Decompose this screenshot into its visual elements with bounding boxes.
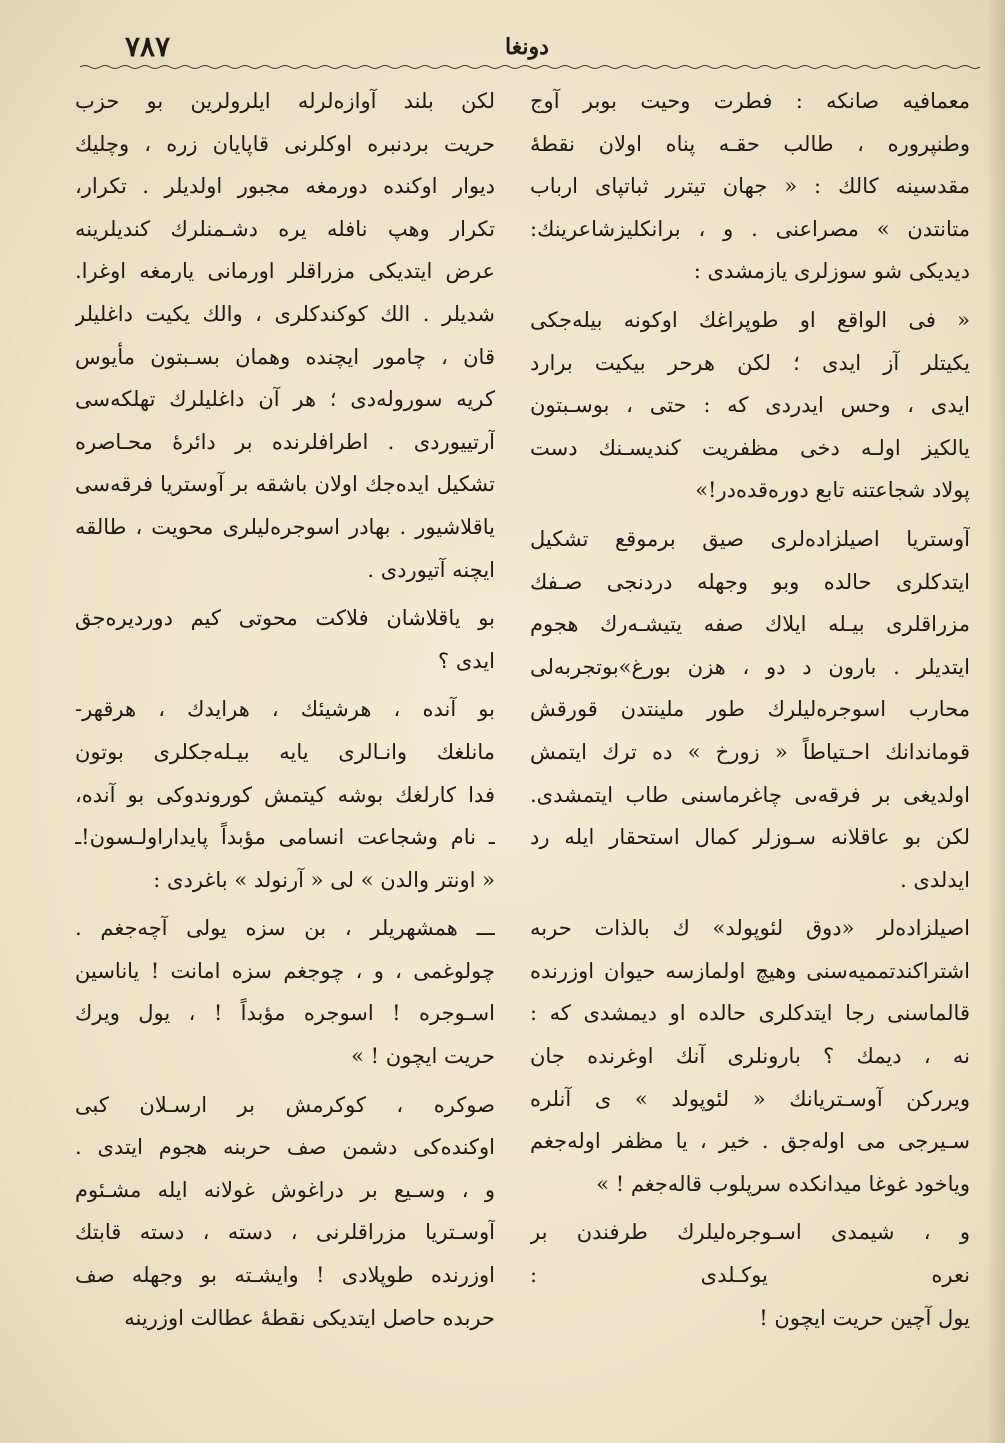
- text-line: و ، وسـيع بر دراغوش غولانه ايله مشـئوم: [75, 1177, 495, 1202]
- text-line: سـيرجى مى اوله‌جق . خير ، يا مظفر اوله‌جغم: [530, 1129, 970, 1154]
- text-line: اصيلزاده‌لر «دوق لئوپولد» ك بالذات حربه: [530, 916, 970, 941]
- running-title: دونغا: [505, 34, 549, 60]
- text-line: اوزرنده طوپلادى ! وايشـته بو وجهله صف: [75, 1263, 495, 1288]
- binding-shadow: [987, 0, 1005, 1443]
- text-line: و ، شيمدى اسـوجره‌ليلرك طرفندن بر: [530, 1220, 970, 1245]
- text-line: چولوغمى ، و ، چوجغم سزه امانت ! ياناسين: [75, 958, 495, 983]
- text-line: ياقلاشيور . بهادر اسوجره‌ليلرى محويت ، طالقه: [75, 514, 495, 539]
- text-line: تشكيل ايده‌جك اولان باشقه بر آوستريا فرقه‌سى: [75, 472, 495, 497]
- text-line: آرتييوردى . اطرافلرنده بر دائرهٔ محـاصره: [75, 429, 495, 454]
- text-line: مقدسينه كالك : « جهان تيترر ثباتپاى ارباب: [530, 174, 970, 199]
- text-line: عرض ايتديكى مزراقلر اورمانى يارمغه اوغرا.: [75, 259, 495, 284]
- text-line: ايچنه آتيوردى .: [367, 557, 495, 582]
- text-line: بو ياقلاشان فلاكت محوتى كيم دوردیره‌جق: [75, 606, 495, 631]
- text-line: اسـوجره ! اسوجره مؤبداً ! ، يول ويرك: [75, 1001, 495, 1026]
- text-line: ديديكى شو سوزلرى يازمشدى :: [693, 259, 970, 284]
- page-header: [95, 28, 965, 64]
- text-line: پولاد شجاعتنه تابع دوره‌قده‌در!»: [695, 478, 970, 503]
- left-column: [75, 80, 495, 1339]
- text-line: مزراقلرى بيـله ايلاك صفه يتيشـه‌رك هجوم: [530, 612, 970, 637]
- text-line: نه ، ديمك ؟ بارونلرى آنك اوغرنده جان: [530, 1044, 970, 1069]
- text-line: معمافيه صانكه : فطرت وحيت بوبر آوج: [530, 89, 970, 113]
- text-line: اوكنده‌كى دشمن صف حربنه هجوم ايتدى .: [75, 1135, 495, 1160]
- text-line: بو آنده ، هرشيئك ، هرايدك ، هرقهر-: [75, 697, 495, 722]
- text-line: آوسـتريا مزراقلرنى ، دسته ، دسته قابتك: [75, 1220, 495, 1245]
- text-line: محارب اسوجره‌ليلرك طور ملينتدن قورقش: [530, 697, 970, 722]
- text-line: مانلغك وانـالرى يايه بيـله‌جكلرى بوتون: [75, 739, 495, 764]
- text-line: اولديغى بر فرقه‌ىى چاغرماسنى طاب ايتمشدى.: [530, 782, 970, 807]
- text-line: قان ، چامور ايچنده وهمان بسـبتون مأيوس: [75, 344, 495, 369]
- text-line: تكرار وهپ نافله يره دشـمنلرك كنديلرينه: [75, 216, 495, 241]
- text-line: اشتراكندتمميه‌سنى وهيچ اولمازسه حيوان اوزرنده: [530, 958, 970, 983]
- page-number: ٧٨٧: [125, 30, 171, 63]
- text-line: ايدى ؟: [438, 648, 495, 673]
- text-line: متانتدن » مصراعنى . و ، برانكليزشاعرينك:: [530, 216, 970, 241]
- text-line: ـ نام وشجاعت انسامى مؤبداً پايداراولـسون!ـ: [75, 825, 495, 850]
- text-line: ايدلدى .: [900, 867, 970, 892]
- text-line: فدا كارلغك بوشه كيتمش كوروندوكى بو آنده،: [75, 782, 495, 807]
- text-line: قوماندانك احـتياطاً « زورخ » ده ترك ايتمش: [530, 739, 970, 764]
- text-line: ايتدكلرى حالده وبو وجهله دردنجى صـفك: [530, 569, 970, 594]
- text-line: ايتديلر . بارون د دو ، هزن بورغ»بوتجربه‌لى: [530, 654, 970, 679]
- header-rule: [80, 64, 980, 70]
- text-line: حربده حاصل ايتديكى نقطهٔ عطالت اوزرينه: [124, 1305, 495, 1330]
- text-line: نعره يوكـلدى :: [530, 1263, 970, 1288]
- text-line: حريت بردنبره اوكلرنى قاپايان زره ، وچليك: [75, 131, 495, 156]
- text-line: لكن بلند آوازه‌لرله ايلرولرين بو حزب: [75, 89, 495, 113]
- text-line: وطنپروره ، طالب حقـه پناه اولان نقطهٔ: [530, 131, 970, 156]
- text-line: شديلر . الك كوكندكلرى ، والك يكيت داغليلر: [75, 301, 495, 326]
- text-line: كريه سوروله‌دى ؛ هر آن داغليلرك تهلكه‌سى: [75, 387, 495, 412]
- text-line: وياخود غوغا ميدانكده سرپلوب قاله‌جغم ! »: [596, 1171, 970, 1196]
- text-line: يالكيز اولـه دخى مظفريت كنديسـنك دست: [530, 435, 970, 460]
- text-line: حريت ايچون ! »: [351, 1044, 495, 1069]
- text-line: قالماسنى رجا ايتدكلرى حالده او ديمشدى كه :: [530, 1001, 970, 1026]
- text-line: يكيتلر آز ايدى ؛ لكن هرحر بيكيت برارد: [530, 350, 970, 375]
- text-line: ايدى ، وحس ايدردى كه : حتى ، بوسـبتون: [530, 393, 970, 418]
- text-line: يول آچين حريت ايچون !: [759, 1305, 970, 1330]
- right-column: [530, 80, 970, 1339]
- text-line: « فى الواقع او طوپراغك اوكونه بيله‌جكى: [530, 307, 970, 332]
- text-line: لكن بو عاقلانه سـوزلر كمال استحقار ايله رد: [530, 825, 970, 850]
- text-line: « اونتر والدن » لى « آرنولد » باغردى :: [153, 867, 495, 892]
- text-line: صوكره ، كوكرمش بر ارسـلان كبى: [75, 1092, 495, 1117]
- text-line: ـــ همشهريلر ، بن سزه يولى آچه‌جغم .: [75, 916, 495, 941]
- text-line: ويرركن آوسـتريانك « لئوپولد » ى آنلره: [530, 1086, 970, 1111]
- text-line: ديوار اوكنده دورمغه مجبور اولديلر . تكرار،: [75, 174, 495, 199]
- text-line: آوستريا اصيلزاده‌لرى صيق برموقع تشكيل: [530, 526, 970, 551]
